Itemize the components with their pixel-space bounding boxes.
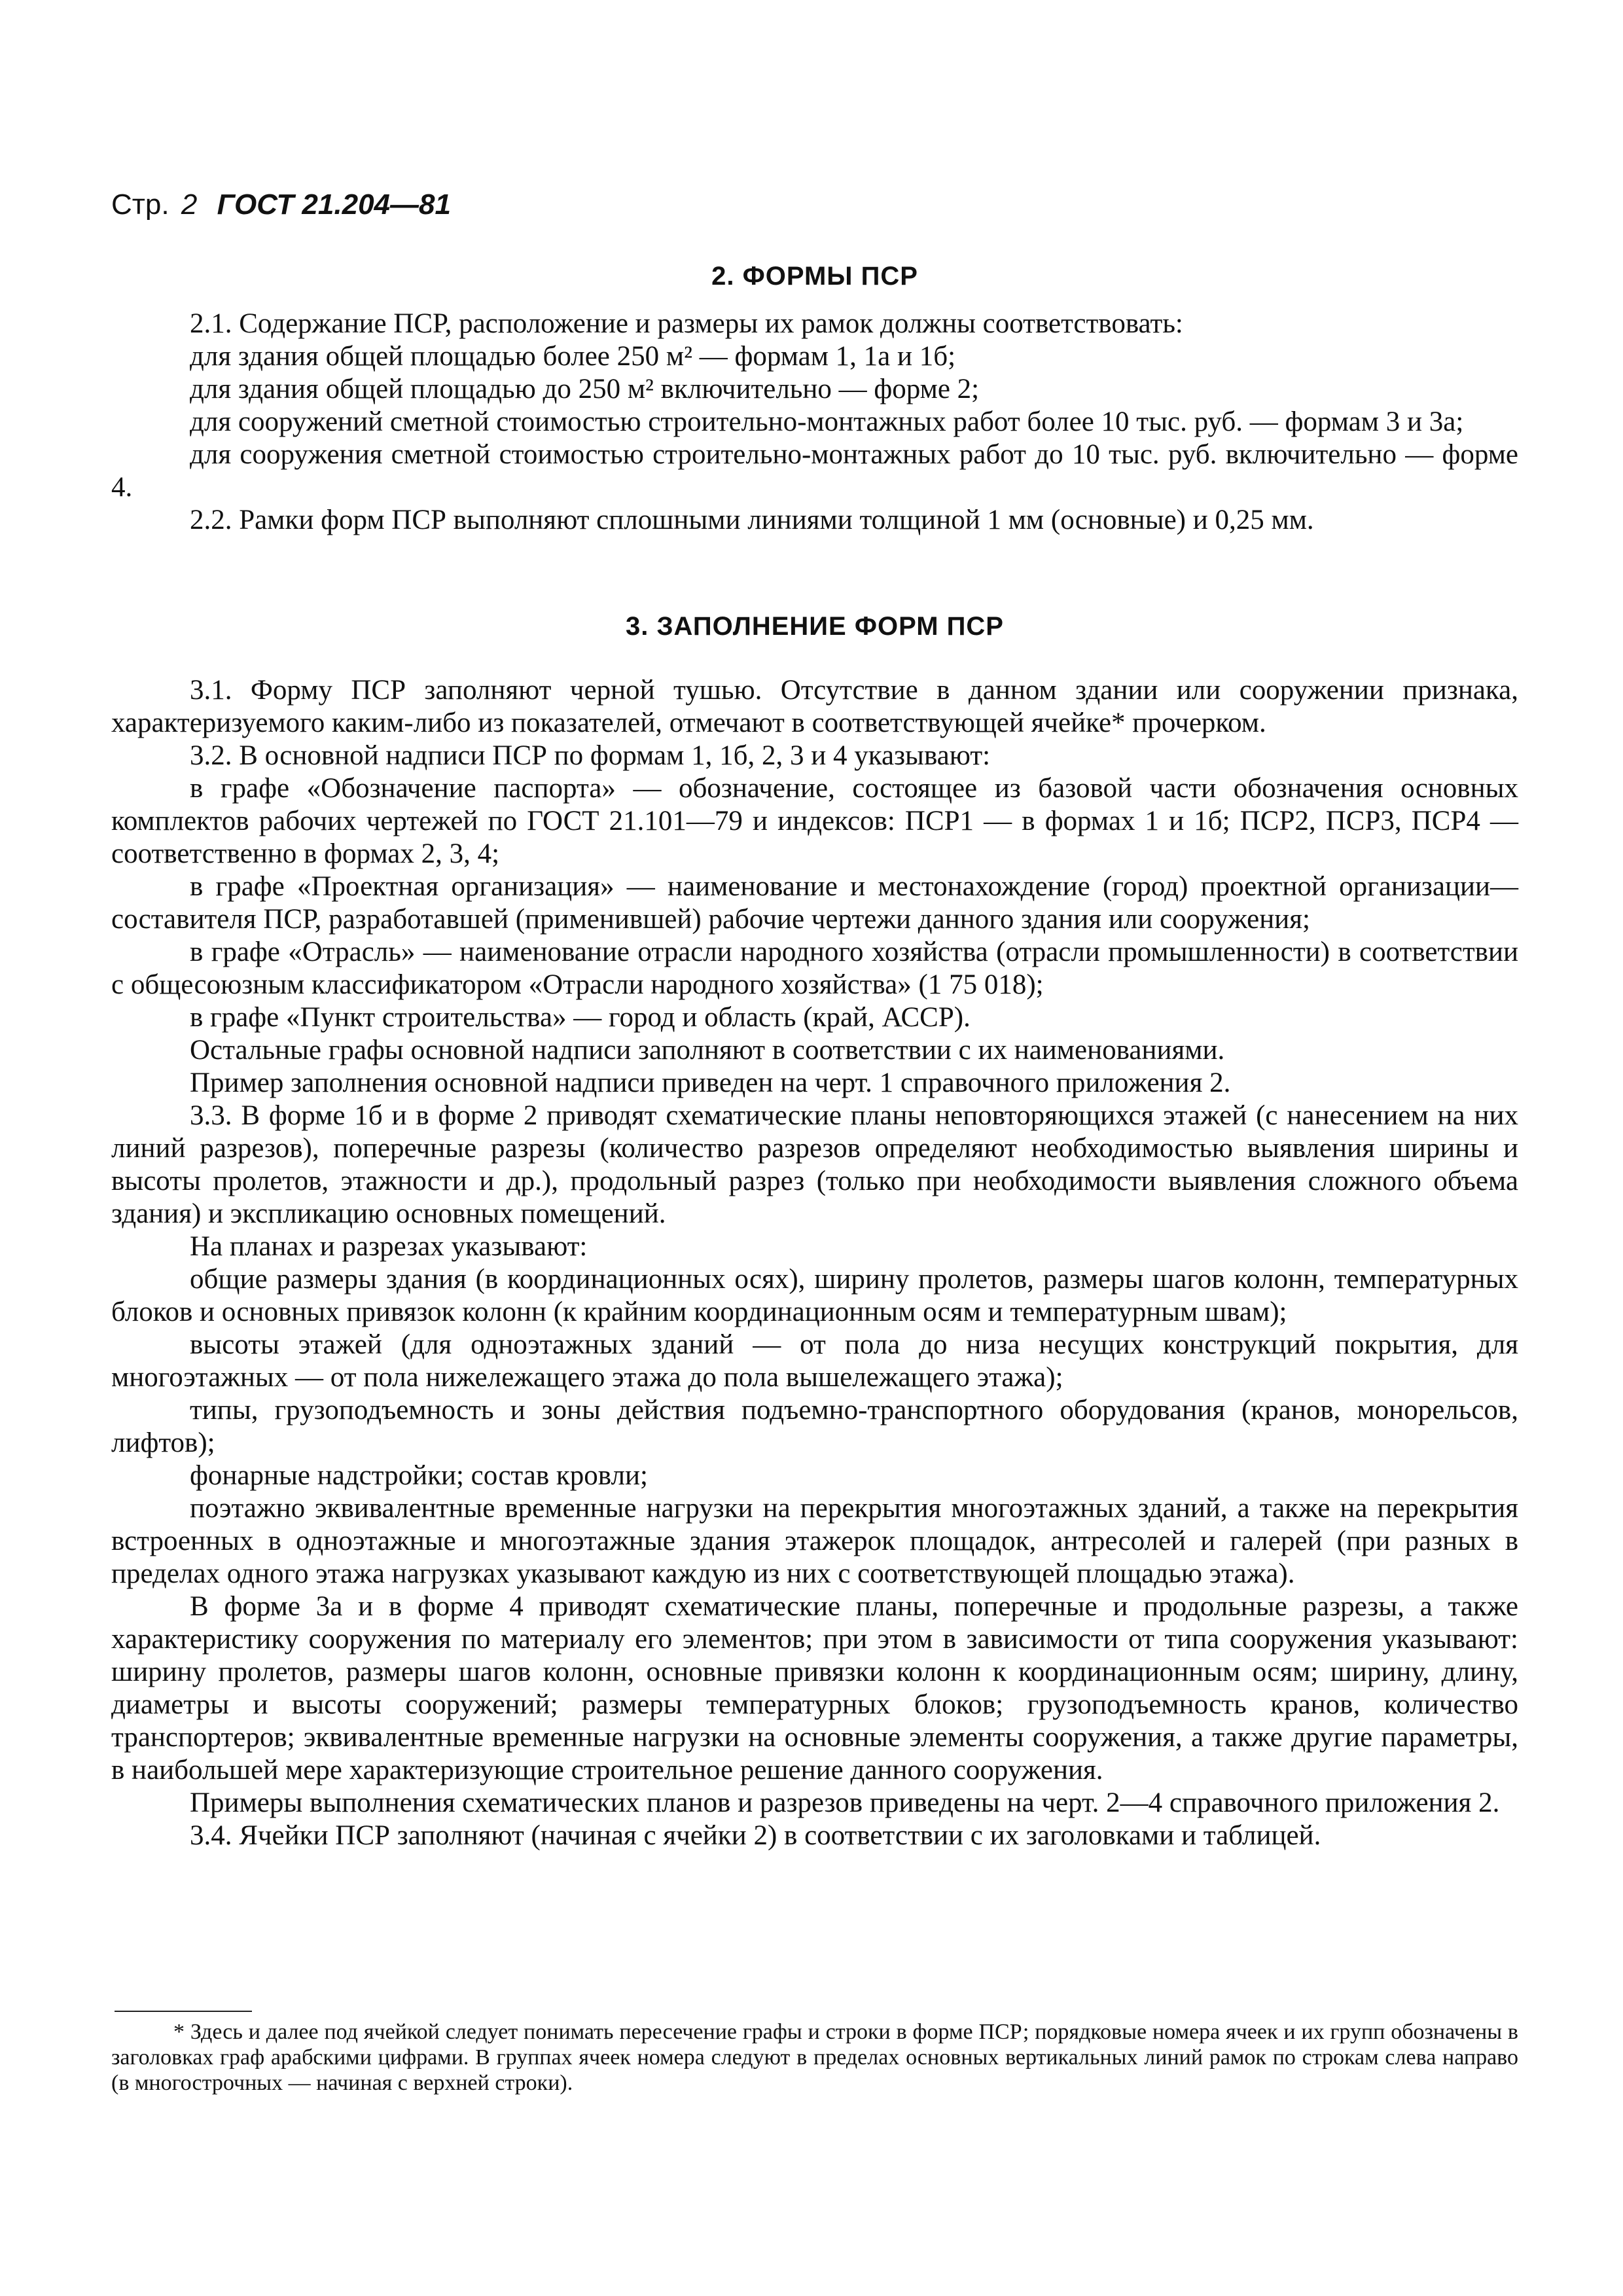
page-number: 2 [181, 188, 198, 221]
paragraph: 3.2. В основной надписи ПСР по формам 1, 1б, 2, 3 и 4 указывают: [190, 740, 991, 771]
paragraph: 2.2. Рамки форм ПСР выполняют сплошными линиями толщиной 1 мм (основные) и 0,25 мм. [190, 505, 1314, 535]
footnote-divider [115, 2011, 252, 2012]
paragraph: В форме 3а и в форме 4 приводят схематические планы, поперечные и продольные разрезы, а также характеристику сооружения по материалу его элементов; при этом в зависимости от типа сооружения указывают: ширину пролетов, размеры шагов колонн, основные привязки колонн к координационным осям; ширину, длину, диаметры и высоты сооружений; размеры температурных блоков; грузоподъемность кранов, количество транспортеров; эквивалентные временные нагрузки на основные элементы сооружения, а также другие параметры, в наибольшей мере характеризующие строительное решение данного сооружения. [111, 1591, 1518, 1785]
paragraph: для здания общей площадью более 250 м² — формам 1, 1а и 1б; [190, 341, 956, 372]
paragraph: в графе «Отрасль» — наименование отрасли народного хозяйства (отрасли промышленности) в соответствии с общесоюзным классификатором «Отрасли народного хозяйства» (1 75 018); [111, 937, 1518, 1000]
paragraph: высоты этажей (для одноэтажных зданий — от пола до низа несущих конструкций покрытия, для многоэтажных — от пола нижележащего этажа до пола вышележащего этажа); [111, 1329, 1518, 1393]
paragraph: Примеры выполнения схематических планов и разрезов приведены на черт. 2—4 справочного приложения 2. [190, 1787, 1500, 1818]
paragraph: Остальные графы основной надписи заполняют в соответствии с их наименованиями. [190, 1035, 1225, 1066]
section-3-title: 3. ЗАПОЛНЕНИЕ ФОРМ ПСР [626, 612, 1004, 641]
page-header [111, 188, 451, 221]
paragraph: для здания общей площадью до 250 м² включительно — форме 2; [190, 374, 980, 404]
paragraph: 2.1. Содержание ПСР, расположение и размеры их рамок должны соответствовать: [190, 308, 1183, 339]
paragraph: типы, грузоподъемность и зоны действия подъемно-транспортного оборудования (кранов, монорельсов, лифтов); [111, 1395, 1518, 1458]
paragraph: в графе «Обозначение паспорта» — обозначение, состоящее из базовой части обозначения основных комплектов рабочих чертежей по ГОСТ 21.101—79 и индексов: ПСР1 — в формах 1 и 1б; ПСР2, ПСР3, ПСР4 — соответственно в формах 2, 3, 4; [111, 773, 1518, 869]
paragraph: в графе «Проектная организация» — наименование и местонахождение (город) проектной организации—составителя ПСР, разработавшей (применившей) рабочие чертежи данного здания или сооружения; [111, 871, 1518, 935]
section-2-body [111, 308, 1518, 537]
section-2-title: 2. ФОРМЫ ПСР [711, 262, 918, 291]
paragraph: 3.4. Ячейки ПСР заполняют (начиная с ячейки 2) в соответствии с их заголовками и таблицей. [190, 1820, 1321, 1851]
paragraph: для сооружений сметной стоимостью строительно-монтажных работ более 10 тыс. руб. — формам 3 и 3а; [190, 406, 1464, 437]
paragraph: фонарные надстройки; состав кровли; [190, 1460, 648, 1491]
paragraph: поэтажно эквивалентные временные нагрузки на перекрытия многоэтажных зданий, а также на перекрытия встроенных в одноэтажные и многоэтажные здания этажерок площадок, антресолей и галерей (при разных в пределах одного этажа нагрузках указывают каждую из них с соответствующей площадью этажа). [111, 1493, 1518, 1589]
paragraph: На планах и разрезах указывают: [190, 1231, 588, 1262]
paragraph: в графе «Пункт строительства» — город и область (край, АССР). [190, 1002, 971, 1033]
footnote: * Здесь и далее под ячейкой следует понимать пересечение графы и строки в форме ПСР; порядковые номера ячеек и их групп обозначены в заголовках граф арабскими цифрами. В группах ячеек номера следуют в пределах основных вертикальных линий рамок по строкам слева направо (в многострочных — начиная с верхней строки). [111, 2020, 1518, 2095]
paragraph: для сооружения сметной стоимостью строительно-монтажных работ до 10 тыс. руб. включительно — форме 4. [111, 439, 1518, 503]
paragraph: общие размеры здания (в координационных осях), ширину пролетов, размеры шагов колонн, температурных блоков и основных привязок колонн (к крайним координационным осям и температурным швам); [111, 1264, 1518, 1327]
paragraph: Пример заполнения основной надписи приведен на черт. 1 справочного приложения 2. [190, 1067, 1231, 1098]
document-code: ГОСТ 21.204—81 [217, 188, 451, 221]
paragraph: 3.3. В форме 1б и в форме 2 приводят схематические планы неповторяющихся этажей (с нанесением на них линий разрезов), поперечные разрезы (количество разрезов определяют необходимостью выявления ширины и высоты пролетов, этажности и др.), продольный разрез (только при необходимости выявления сложного объема здания) и экспликацию основных помещений. [111, 1100, 1518, 1229]
paragraph: 3.1. Форму ПСР заполняют черной тушью. Отсутствие в данном здании или сооружении признака, характеризуемого каким-либо из показателей, отмечают в соответствующей ячейке* прочерком. [111, 675, 1518, 738]
section-3-body [111, 674, 1518, 1852]
page-label: Стр. [111, 188, 169, 221]
